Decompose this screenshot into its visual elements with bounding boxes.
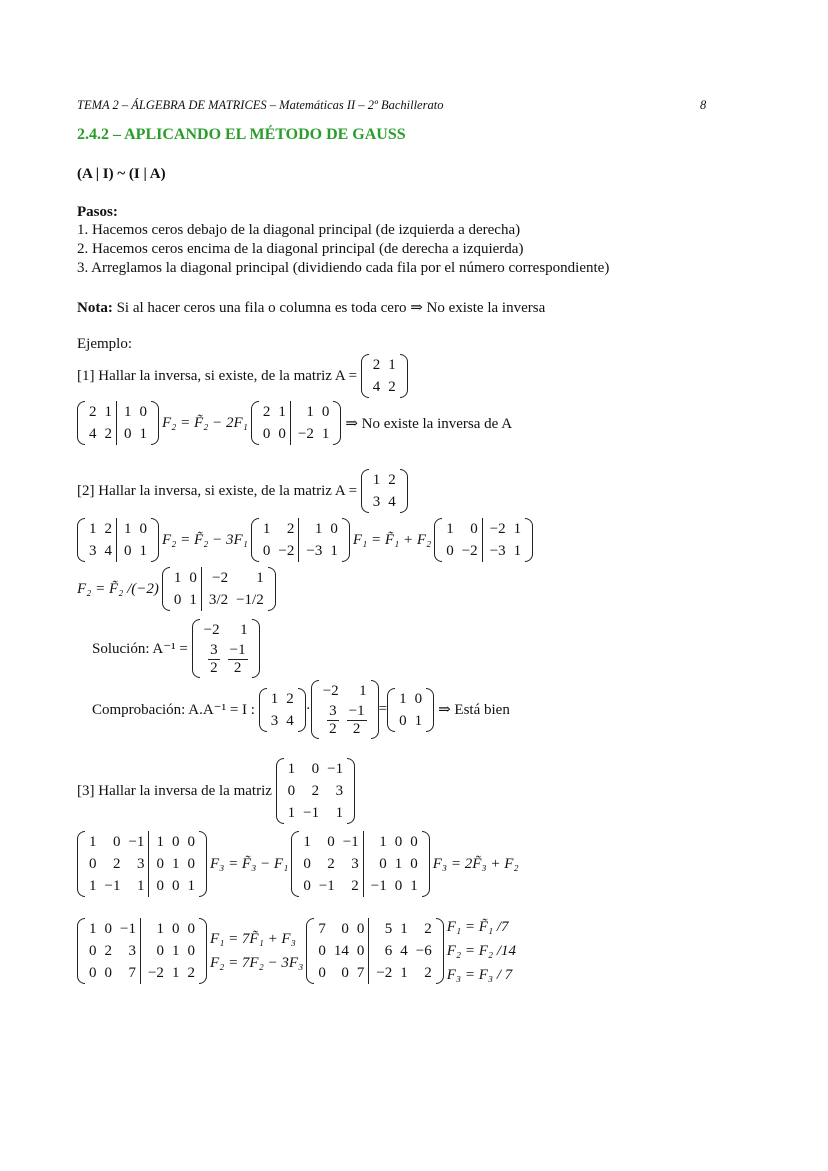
ex2-check-inverse: −2 1 $\frac{3}{2}$ $\frac{-1}{2}$ — [311, 680, 379, 739]
matrix-cell: 0 — [287, 783, 296, 799]
matrix-cell: −3 — [299, 540, 326, 562]
matrix-cell: 1 — [394, 856, 403, 872]
matrix-cell: 1 — [140, 918, 167, 940]
matrix-cell: 1 — [171, 943, 180, 959]
note-label: Nota: — [77, 300, 113, 316]
matrix-cell: 1 — [388, 357, 396, 373]
ex3-row-operations-3: F₁ = 7F̃₁ + F₃ F₂ = 7F₂ − 3F₃ — [209, 931, 304, 971]
matrix-cell: 1 — [290, 401, 317, 423]
matrix-cell: 3 — [335, 783, 344, 799]
matrix-cell: 4 — [372, 379, 381, 395]
matrix-cell: 3 — [89, 543, 97, 559]
ex3-row-operation-1: F₃ = F̃₃ − F₁ — [209, 855, 289, 872]
matrix-cell: 0 — [262, 543, 271, 559]
matrix-cell: −1 — [327, 761, 344, 777]
matrix-cell: 1 — [171, 856, 180, 872]
matrix-cell: 4 — [286, 712, 294, 729]
matrix-cell: 1 — [171, 965, 180, 981]
matrix-cell: 4 — [104, 543, 112, 559]
ex2-gauss-row-2 — [77, 567, 276, 611]
ex2-check-label: Comprobación: A.A⁻¹ = I : — [92, 702, 255, 718]
matrix-cell: 1 — [513, 543, 522, 559]
matrix-cell: 0 — [140, 940, 167, 962]
matrix-cell: 3 — [351, 856, 359, 872]
matrix-cell: 0 — [356, 943, 365, 959]
matrix-cell: −2 — [278, 543, 295, 559]
matrix-cell: 3 — [270, 712, 279, 729]
ex1-row-operation: F₂ = F̃₂ − 2F₁ — [162, 414, 248, 431]
matrix-cell: 0 — [139, 521, 147, 537]
matrix-cell: −3 — [482, 540, 509, 562]
note — [77, 298, 545, 317]
ex1-augmented-matrix-2 — [251, 401, 341, 445]
ex2-solution-row — [92, 619, 260, 678]
matrix-cell: 0 — [173, 592, 182, 608]
ex1-conclusion: ⇒ No existe la inversa de A — [345, 415, 513, 432]
ex3-row-operations-4: F₁ = F̃₁ /7 F₂ = F₂ /14 F₃ = F₃ / 7 — [446, 919, 517, 983]
matrix-cell: 0 — [89, 965, 97, 981]
matrix-cell: 1 — [410, 878, 418, 894]
matrix-cell: 0 — [262, 426, 271, 442]
matrix-cell: 1 — [363, 831, 390, 853]
matrix-cell: 0 — [187, 856, 195, 872]
ex2-matrix-a — [361, 469, 408, 513]
matrix-cell: −2 — [201, 567, 232, 589]
matrix-cell: 0 — [303, 878, 311, 894]
matrix-cell: −1 — [120, 921, 136, 937]
matrix-cell: 1 — [104, 404, 112, 420]
matrix-cell: 0 — [394, 878, 403, 894]
matrix-cell: 14 — [333, 943, 349, 959]
matrix-cell: 3 — [136, 856, 145, 872]
matrix-cell: 0 — [89, 943, 97, 959]
matrix-cell: 0 — [187, 834, 195, 850]
matrix-cell: −1 — [363, 875, 390, 897]
matrix-cell: 7 — [356, 965, 365, 981]
matrix-cell: −2 — [140, 962, 167, 984]
matrix-cell: 7 — [318, 921, 326, 937]
matrix-cell: 0 — [410, 856, 418, 872]
matrix-cell: 1 — [399, 690, 407, 707]
matrix-cell: 0 — [187, 921, 195, 937]
matrix-cell: 1 — [330, 543, 338, 559]
matrix-cell: 4 — [89, 426, 97, 442]
matrix-cell: 0 — [117, 423, 136, 445]
ex2-check-matrix-a — [259, 688, 306, 732]
ex3-statement: [3] Hallar la inversa de la matriz — [77, 782, 272, 799]
matrix-cell: 0 — [139, 404, 147, 420]
step-2: 2. Hacemos ceros encima de la diagonal principal (de derecha a izquierda) — [77, 241, 524, 257]
matrix-cell: 1 — [89, 921, 97, 937]
matrix-cell: 1 — [287, 761, 296, 777]
matrix-cell: 1 — [89, 521, 97, 537]
matrix-cell: 2 — [104, 426, 112, 442]
matrix-cell: 1 — [187, 878, 195, 894]
matrix-cell: 0 — [318, 943, 326, 959]
matrix-cell: 2 — [351, 878, 359, 894]
matrix-cell: 0 — [278, 426, 286, 442]
ex1-gauss-row — [77, 401, 516, 445]
matrix-cell: 1 — [372, 472, 381, 488]
matrix-cell: 3 — [372, 494, 381, 510]
ex3-gauss-row-2 — [77, 915, 519, 987]
page-number: 8 — [700, 98, 707, 112]
matrix-cell: 0 — [104, 921, 112, 937]
matrix-cell: −6 — [415, 943, 432, 959]
ex2-inverse-matrix: −2 1 $\frac{3}{2}$ $\frac{-1}{2}$ — [192, 619, 260, 678]
matrix-cell: 2 — [112, 856, 121, 872]
matrix-cell: 1 — [414, 712, 423, 729]
matrix-cell: 2 — [424, 965, 432, 981]
ex3-gauss-row-1 — [77, 831, 522, 897]
step-1: 1. Hacemos ceros debajo de la diagonal principal (de izquierda a derecha) — [77, 222, 521, 238]
matrix-cell: 2 — [104, 943, 112, 959]
matrix-cell: 0 — [149, 853, 168, 875]
matrix-cell: 0 — [189, 570, 197, 586]
gauss-formula: (A | I) ~ (I | A) — [77, 166, 166, 182]
matrix-cell: 0 — [414, 690, 423, 707]
matrix-cell: 1 — [446, 521, 454, 537]
matrix-cell: 1 — [287, 805, 296, 821]
matrix-cell: −2 — [290, 423, 317, 445]
matrix-cell: 4 — [388, 494, 396, 510]
matrix-cell: −1 — [318, 878, 335, 894]
matrix-cell: 0 — [470, 521, 478, 537]
matrix-cell: 2 — [286, 690, 294, 707]
matrix-cell: 3/2 — [201, 589, 232, 611]
matrix-cell: 1 — [89, 878, 97, 894]
matrix-cell: 0 — [356, 921, 365, 937]
matrix-cell: 2 — [388, 379, 396, 395]
matrix-cell: 0 — [171, 878, 180, 894]
matrix-cell: 1 — [299, 518, 326, 540]
ex2-statement-row — [77, 469, 408, 513]
matrix-cell: −1 — [303, 805, 320, 821]
matrix-cell: −1 — [128, 834, 145, 850]
matrix-cell: 1 — [149, 831, 168, 853]
example-label: Ejemplo: — [77, 336, 132, 352]
ex2-augmented-matrix-1 — [77, 518, 159, 562]
matrix-cell: 2 — [89, 404, 97, 420]
matrix-cell: 2 — [262, 404, 271, 420]
ex1-statement-row — [77, 354, 408, 398]
matrix-cell: 0 — [321, 404, 330, 420]
matrix-cell: 0 — [327, 834, 335, 850]
matrix-cell: 1 — [136, 878, 145, 894]
ex2-augmented-matrix-4 — [162, 567, 276, 611]
ex2-row-operation-3: F₂ = F̃₂ /(−2) — [77, 580, 159, 597]
matrix-cell: 2 — [286, 521, 295, 537]
matrix-cell: 0 — [104, 965, 112, 981]
matrix-cell: 1 — [139, 426, 147, 442]
matrix-cell: 0 — [341, 921, 349, 937]
matrix-cell: 1 — [89, 834, 97, 850]
matrix-cell: 1 — [400, 965, 408, 981]
page-header: TEMA 2 – ÁLGEBRA DE MATRICES – Matemáticas II – 2º Bachillerato — [77, 98, 444, 112]
matrix-cell: 2 — [388, 472, 396, 488]
ex2-check-result: ⇒ Está bien — [438, 702, 510, 718]
matrix-cell: 1 — [400, 921, 408, 937]
matrix-cell: −1 — [342, 834, 359, 850]
matrix-cell: −2 — [461, 543, 478, 559]
matrix-cell: 0 — [410, 834, 418, 850]
matrix-cell: 0 — [112, 834, 121, 850]
ex3-augmented-matrix-2 — [291, 831, 429, 897]
matrix-cell: 1 — [256, 570, 264, 586]
matrix-cell: 1 — [173, 570, 182, 586]
matrix-cell: 1 — [270, 690, 279, 707]
matrix-cell: 0 — [446, 543, 454, 559]
ex1-matrix-a — [361, 354, 408, 398]
note-text: Si al hacer ceros una fila o columna es toda cero ⇒ No existe la inversa — [112, 300, 546, 316]
matrix-cell: 1 — [117, 401, 136, 423]
matrix-cell: 0 — [394, 834, 403, 850]
matrix-cell: 2 — [311, 783, 320, 799]
matrix-cell: 0 — [311, 761, 320, 777]
matrix-cell: 1 — [139, 543, 147, 559]
matrix-cell: 0 — [149, 875, 168, 897]
matrix-cell: 0 — [363, 853, 390, 875]
ex2-solution-label: Solución: A⁻¹ = — [92, 641, 188, 657]
ex2-augmented-matrix-3 — [434, 518, 533, 562]
matrix-cell: 1 — [117, 518, 136, 540]
ex2-row-operation-2: F₁ = F̃₁ + F₂ — [352, 531, 432, 548]
steps-title: Pasos: — [77, 204, 118, 220]
ex1-statement: [1] Hallar la inversa, si existe, de la matriz A = — [77, 367, 358, 384]
ex3-augmented-matrix-4 — [306, 918, 443, 984]
ex2-gauss-row-1 — [77, 518, 533, 562]
matrix-cell: 0 — [330, 521, 338, 537]
matrix-cell: 1 — [335, 805, 344, 821]
section-title: 2.4.2 – APLICANDO EL MÉTODO DE GAUSS — [77, 126, 406, 143]
matrix-cell: −1/2 — [236, 592, 264, 608]
matrix-cell: −2 — [482, 518, 509, 540]
matrix-cell: −2 — [369, 962, 396, 984]
matrix-cell: 6 — [369, 940, 396, 962]
matrix-cell: 7 — [128, 965, 136, 981]
ex2-augmented-matrix-2 — [251, 518, 350, 562]
ex3-augmented-matrix-3 — [77, 918, 207, 984]
matrix-cell: 0 — [318, 965, 326, 981]
matrix-cell: 1 — [303, 834, 311, 850]
ex3-row-operation-2: F₃ = 2F̃₃ + F₂ — [432, 855, 519, 872]
matrix-cell: 0 — [89, 856, 97, 872]
ex3-statement-row — [77, 758, 355, 824]
matrix-cell: 1 — [189, 592, 197, 608]
step-3: 3. Arreglamos la diagonal principal (dividiendo cada fila por el número correspondiente) — [77, 260, 610, 276]
matrix-cell: 0 — [303, 856, 311, 872]
ex2-identity-matrix — [387, 688, 434, 732]
matrix-cell: −1 — [104, 878, 121, 894]
ex3-augmented-matrix-1 — [77, 831, 207, 897]
matrix-cell: 1 — [321, 426, 330, 442]
matrix-cell: 0 — [187, 943, 195, 959]
ex1-augmented-matrix-1 — [77, 401, 159, 445]
matrix-cell: 4 — [400, 943, 408, 959]
matrix-cell: 2 — [327, 856, 335, 872]
ex2-statement: [2] Hallar la inversa, si existe, de la matriz A = — [77, 482, 358, 499]
matrix-cell: 2 — [372, 357, 381, 373]
matrix-cell: 1 — [513, 521, 522, 537]
matrix-cell: 1 — [262, 521, 271, 537]
matrix-cell: 0 — [171, 834, 180, 850]
matrix-cell: 0 — [171, 921, 180, 937]
matrix-cell: 0 — [399, 712, 407, 729]
matrix-cell: 1 — [278, 404, 286, 420]
ex2-row-operation-1: F₂ = F̃₂ − 3F₁ — [162, 531, 248, 548]
ex2-check-row: Comprobación: A.A⁻¹ = I : 1 2 3 4 · −2 1 $\frac{3}{2}$ $\frac{-1}{2}$ = 1 0 0 1 ⇒ Está bien — [92, 680, 514, 739]
matrix-cell: 0 — [117, 540, 136, 562]
matrix-cell: 5 — [369, 918, 396, 940]
ex3-matrix-a — [276, 758, 355, 824]
matrix-cell: 2 — [187, 965, 195, 981]
matrix-cell: 0 — [341, 965, 349, 981]
matrix-cell: 2 — [104, 521, 112, 537]
matrix-cell: 2 — [424, 921, 432, 937]
matrix-cell: 3 — [128, 943, 136, 959]
